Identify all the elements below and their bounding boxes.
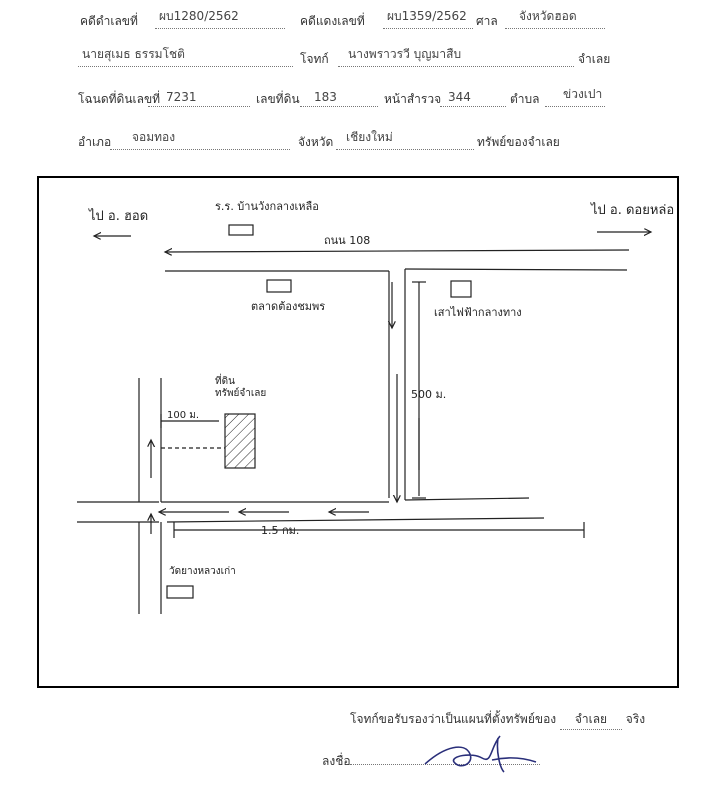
pole-box <box>451 281 471 297</box>
province-label: จังหวัด <box>298 135 334 149</box>
subdistrict: ข่วงเปา <box>563 87 603 101</box>
sign-label: ลงชื่อ <box>322 754 351 768</box>
highway-108-arrow <box>165 250 629 252</box>
plaintiff-label: โจทก์ <box>300 52 329 66</box>
title-deed-field <box>148 88 250 107</box>
court-field <box>505 10 605 29</box>
survey-page: 344 <box>448 90 471 104</box>
certify-party: จำเลย <box>560 710 622 730</box>
label-pole: เสาไฟฟ้ากลางทาง <box>434 306 522 319</box>
district-label: อำเภอ <box>78 135 112 149</box>
red-case-label: คดีแดงเลขที่ <box>300 14 365 28</box>
header-row-3 <box>0 88 723 110</box>
land-no: 183 <box>314 90 337 104</box>
black-case-field <box>155 10 285 29</box>
header-row-4 <box>0 131 723 153</box>
survey-page-field <box>440 88 506 107</box>
header-row-1 <box>0 10 723 32</box>
defendant-name: นายสุเมธ ธรรมโชติ <box>82 47 185 61</box>
label-temple: วัดยางหลวงเก่า <box>169 566 236 577</box>
map-drawing <box>39 178 681 690</box>
province: เชียงใหม่ <box>346 130 393 144</box>
bottom-road-lower <box>167 518 544 522</box>
certify-true: จริง <box>625 712 646 726</box>
defendant-label: จำเลย <box>578 52 611 66</box>
red-case-no: ผบ1359/2562 <box>387 9 467 23</box>
plaintiff-name: นางพราวรวี บุญมาสืบ <box>348 47 462 61</box>
land-no-field <box>300 88 378 107</box>
label-highway: ถนน 108 <box>324 234 371 247</box>
subdistrict-field <box>545 88 605 107</box>
temple-box <box>167 586 193 598</box>
land-no-label: เลขที่ดิน <box>256 92 300 106</box>
red-case-field <box>383 10 473 29</box>
label-market: ตลาดต้องชมพร <box>251 300 326 313</box>
label-property-2: ทรัพย์จำเลย <box>215 388 267 399</box>
property-parcel <box>225 414 255 468</box>
survey-page-label: หน้าสำรวจ <box>384 92 442 106</box>
header-row-2 <box>0 48 723 70</box>
subdistrict-label: ตำบล <box>510 92 540 106</box>
label-100m: 100 ม. <box>167 410 200 421</box>
location-map <box>37 176 679 688</box>
property-of-label: ทรัพย์ของจำเลย <box>477 135 560 149</box>
title-deed-label: โฉนดที่ดินเลขที่ <box>78 92 161 106</box>
black-case-no: ผบ1280/2562 <box>159 9 239 23</box>
market-box <box>267 280 291 292</box>
district: จอมทอง <box>132 130 176 144</box>
district-field <box>110 131 290 150</box>
label-to-hod: ไป อ. ฮอด <box>89 209 149 224</box>
court-label: ศาล <box>476 14 498 28</box>
defendant-name-field <box>78 48 293 67</box>
road-top-right <box>405 269 627 270</box>
plaintiff-name-field <box>338 48 574 67</box>
signature-mark <box>420 728 540 778</box>
court-name: จังหวัดฮอด <box>519 9 577 23</box>
label-to-doilo: ไป อ. ดอยหล่อ <box>591 203 675 218</box>
black-case-label: คดีดำเลขที่ <box>80 14 138 28</box>
label-15km: 1.5 กม. <box>261 524 300 537</box>
school-box <box>229 225 253 235</box>
province-field <box>336 131 474 150</box>
title-deed-no: 7231 <box>166 90 197 104</box>
label-500m: 500 ม. <box>411 388 447 401</box>
certify-line <box>350 710 645 730</box>
certify-text: โจทก์ขอรับรองว่าเป็นแผนที่ตั้งทรัพย์ของ <box>350 712 557 726</box>
label-school: ร.ร. บ้านวังกลางเหลือ <box>215 200 319 213</box>
label-property-1: ที่ดิน <box>215 376 235 387</box>
